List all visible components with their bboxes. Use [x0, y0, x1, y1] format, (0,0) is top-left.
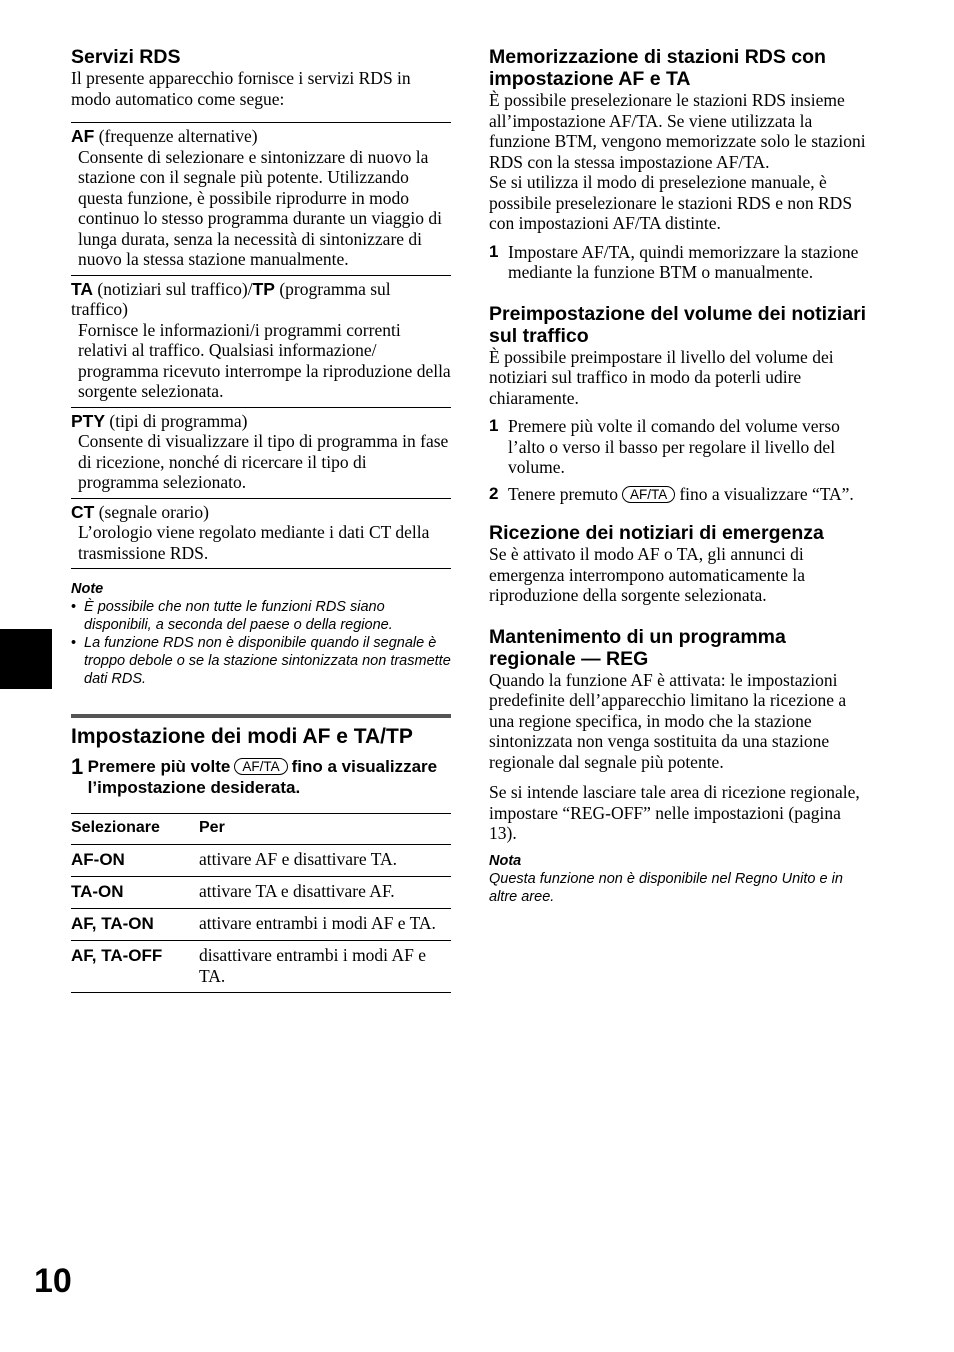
emergency-heading: Ricezione dei notiziari di emergenza	[489, 522, 824, 544]
table-cell-purpose: attivare AF e disattivare TA.	[199, 845, 451, 877]
page-number: 10	[34, 1262, 72, 1300]
feature-code: AF	[71, 126, 95, 146]
table-header: Per	[199, 814, 451, 845]
table-cell-selection: AF, TA-OFF	[71, 941, 199, 993]
feature-code-2: TP	[252, 278, 275, 299]
memorizzazione-paragraph-2: Se si utilizza il modo di preselezione manuale, è possibile preselezionare le stazioni RDS e non RDS con impostazioni AF/TA distinte.	[489, 172, 853, 233]
feature-desc: (segnale orario)	[94, 501, 209, 522]
feature-body: L’orologio viene regolato mediante i dati CT della trasmissione RDS.	[78, 522, 430, 563]
step-text-post: fino a visualizzare l’impostazione desiderata.	[87, 757, 438, 797]
note-item	[71, 598, 451, 634]
servizi-rds-heading: Servizi RDS	[71, 46, 181, 68]
volume-paragraph: È possibile preimpostare il livello del volume dei notiziari sul traffico in modo da poterli udire chiaramente.	[489, 346, 834, 408]
feature-code: CT	[71, 501, 95, 522]
feature-body: Consente di visualizzare il tipo di programma in fase di ricezione, nonché di ricercare il tipo di programma selezionato.	[78, 431, 449, 492]
table-cell-purpose: attivare entrambi i modi AF e TA.	[199, 909, 451, 941]
feature-desc-2: (programma sul traffico)	[71, 278, 391, 319]
af-ta-key-icon: AF/TA	[622, 486, 675, 503]
table-cell-selection: AF, TA-ON	[71, 909, 199, 941]
nota-text: Questa funzione non è disponibile nel Regno Unito e in altre aree.	[489, 870, 843, 905]
notes-block	[71, 580, 451, 688]
step-1	[489, 242, 867, 283]
volume-heading: Preimpostazione del volume dei notiziari sul traffico	[489, 302, 867, 347]
step-text: Impostare AF/TA, quindi memorizzare la stazione mediante la funzione BTM o manualmente.	[508, 241, 859, 282]
table-cell-selection: TA-ON	[71, 877, 199, 909]
feature-body: Fornisce le informazioni/i programmi correnti relativi al traffico. Qualsiasi informazione/ programma ricevuto interrompe la riproduzione della sorgente selezionata.	[78, 319, 451, 401]
nota-block	[489, 852, 867, 906]
regional-paragraph-1: Quando la funzione AF è attivata: le impostazioni predefinite dell’apparecchio limitano la ricezione a una regione specifica, in modo che la stazione sintonizzata non venga sostituita da una stazione regionale dal segnale più potente.	[489, 669, 847, 772]
table-header-row	[71, 814, 451, 845]
af-ta-key-icon: AF/TA	[234, 758, 287, 775]
note-item	[71, 634, 451, 688]
volume-steps	[489, 416, 867, 504]
step-text-post: fino a visualizzare “TA”.	[679, 483, 854, 504]
step-number: 1	[489, 241, 499, 261]
step-number: 2	[489, 483, 499, 503]
table-row	[71, 941, 451, 993]
feature-ta-tp	[71, 275, 451, 407]
regional-paragraph-2: Se si intende lasciare tale area di ricezione regionale, impostare “REG-OFF” nelle impostazioni (pagina 13).	[489, 782, 860, 843]
table-row	[71, 909, 451, 941]
step-1	[71, 756, 451, 798]
memorizzazione-heading: Memorizzazione di stazioni RDS con impostazione AF e TA	[489, 46, 826, 90]
feature-af	[71, 122, 451, 275]
feature-list-end-rule	[71, 568, 451, 569]
notes-title: Note	[71, 581, 104, 597]
nota-title: Nota	[489, 852, 522, 869]
mode-table	[71, 813, 451, 993]
table-cell-purpose: attivare TA e disattivare AF.	[199, 877, 451, 909]
section-heading: Impostazione dei modi AF e TA/TP	[71, 725, 413, 748]
section-af-ta-tp	[71, 714, 451, 993]
step-1	[489, 416, 867, 478]
table-header: Selezionare	[71, 814, 199, 845]
table-cell-purpose: disattivare entrambi i modi AF e TA.	[199, 941, 451, 993]
section-tab-marker	[0, 629, 52, 689]
step-text: Premere più volte il comando del volume verso l’alto o verso il basso per regolare il livello del volume.	[508, 416, 840, 477]
bullet-icon: •	[71, 635, 77, 651]
step-text-pre: Premere più volte	[87, 757, 231, 776]
feature-desc: (frequenze alternative)	[94, 126, 258, 146]
memorizzazione-paragraph-1: È possibile preselezionare le stazioni RDS insieme all’impostazione AF/TA. Se viene utilizzata la funzione BTM, vengono memorizzate solo le stazioni RDS con la stessa impostazione AF/TA.	[489, 90, 866, 172]
step-number: 1	[489, 416, 499, 435]
note-text: È possibile che non tutte le funzioni RDS siano disponibili, a seconda del paese o della regione.	[84, 599, 393, 633]
regional-heading: Mantenimento di un programma regionale — REG	[489, 625, 786, 670]
memorizzazione-steps	[489, 242, 867, 283]
feature-desc: (notiziari sul traffico)/	[93, 278, 253, 299]
step-2	[489, 484, 867, 505]
emergency-paragraph: Se è attivato il modo AF o TA, gli annunci di emergenza interrompono automaticamente la riproduzione della sorgente selezionata.	[489, 544, 805, 605]
table-row	[71, 845, 451, 877]
table-row	[71, 877, 451, 909]
note-text: La funzione RDS non è disponibile quando il segnale è troppo debole o se la stazione sintonizzata non trasmette dati RDS.	[84, 635, 451, 687]
step-text	[508, 484, 867, 505]
feature-pty	[71, 407, 451, 498]
step-number: 1	[71, 754, 84, 779]
bullet-icon: •	[71, 599, 77, 615]
right-column	[489, 46, 867, 906]
feature-ct	[71, 498, 451, 569]
feature-code: TA	[71, 278, 94, 299]
step-text	[88, 756, 451, 798]
feature-desc: (tipi di programma)	[105, 410, 248, 431]
servizi-rds-intro: Il presente apparecchio fornisce i servizi RDS in modo automatico come segue:	[71, 68, 411, 109]
step-text-pre: Tenere premuto	[508, 483, 619, 504]
table-cell-selection: AF-ON	[71, 845, 199, 877]
feature-body: Consente di selezionare e sintonizzare di nuovo la stazione con il segnale più potente. Utilizzando questa funzione, è possibile riprodurre in modo continuo lo stesso programma durante un viaggio di lunga durata, senza la necessità di sintonizzare di nuovo la stessa stazione manualmente.	[78, 146, 443, 269]
feature-code: PTY	[71, 410, 106, 431]
left-column	[71, 46, 451, 993]
